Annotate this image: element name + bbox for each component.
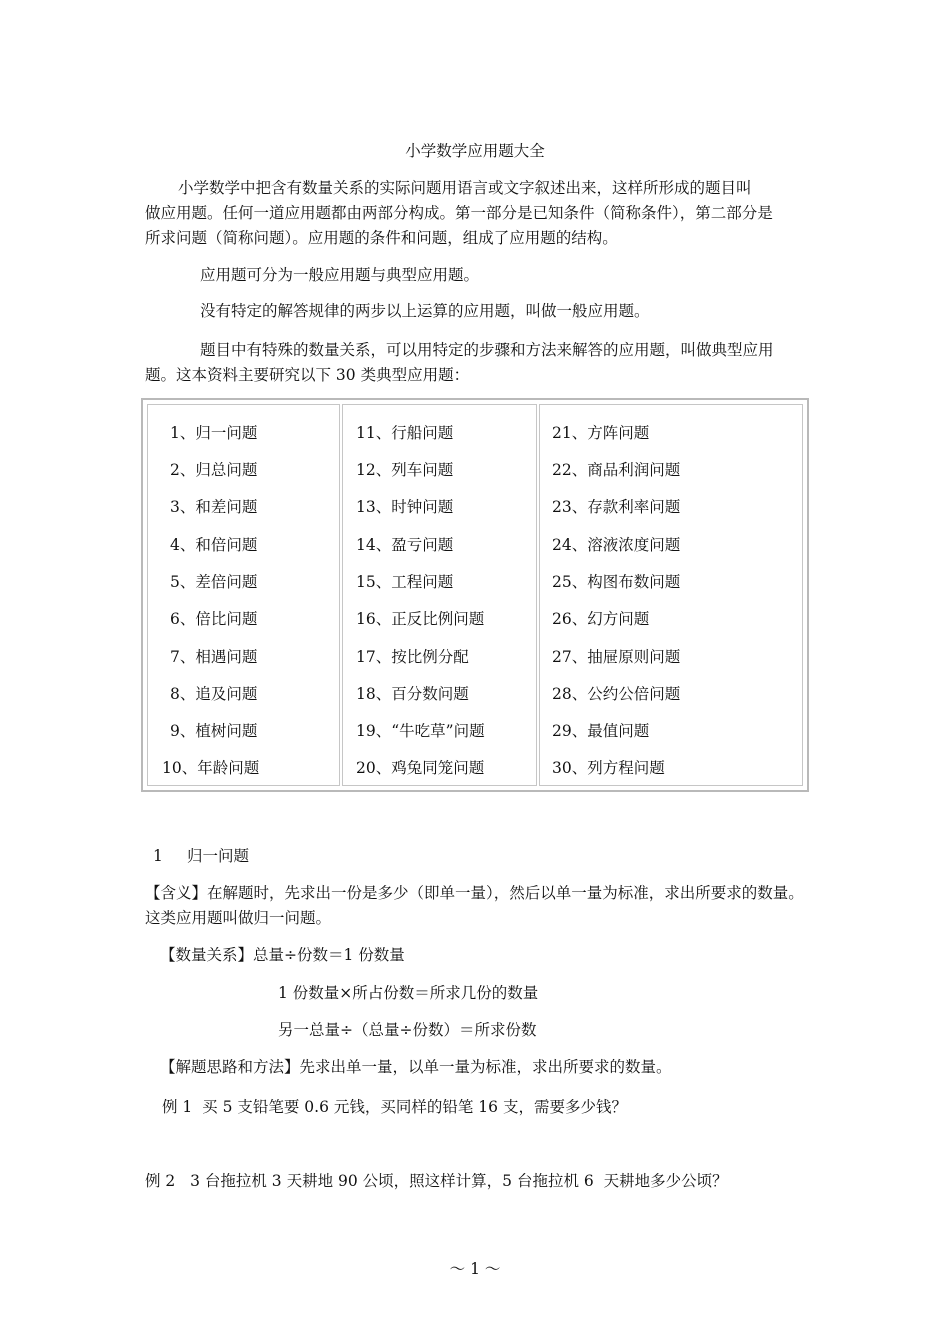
page-title: 小学数学应用题大全 xyxy=(405,142,545,160)
table-cell: 29、最值问题 xyxy=(552,722,650,740)
intro-paragraph-4-line-1: 题目中有特殊的数量关系，可以用特定的步骤和方法来解答的应用题，叫做典型应用 xyxy=(200,341,774,359)
table-cell: 16、正反比例问题 xyxy=(356,610,485,628)
table-cell: 30、列方程问题 xyxy=(552,759,665,777)
table-cell: 3、和差问题 xyxy=(170,498,258,516)
table-cell: 27、抽屉原则问题 xyxy=(552,648,681,666)
table-cell: 2、归总问题 xyxy=(170,461,258,479)
table-cell: 6、倍比问题 xyxy=(170,610,258,628)
table-cell: 10、年龄问题 xyxy=(162,759,260,777)
intro-line-3: 所求问题（简称问题）。应用题的条件和问题，组成了应用题的结构。 xyxy=(145,229,618,247)
table-column-3 xyxy=(539,404,803,786)
table-cell: 8、追及问题 xyxy=(170,685,258,703)
table-cell: 28、公约公倍问题 xyxy=(552,685,681,703)
meaning-line-2: 这类应用题叫做归一问题。 xyxy=(145,909,332,927)
table-cell: 5、差倍问题 xyxy=(170,573,258,591)
quantity-relation-3: 另一总量÷（总量÷份数）＝所求份数 xyxy=(278,1021,537,1039)
page-number: ～ 1 ～ xyxy=(449,1260,501,1278)
table-cell: 22、商品利润问题 xyxy=(552,461,681,479)
intro-paragraph-4-line-2: 题。这本资料主要研究以下 30 类典型应用题： xyxy=(145,366,470,384)
example-1: 例 1 买 5 支铅笔要 0.6 元钱，买同样的铅笔 16 支，需要多少钱？ xyxy=(162,1098,627,1116)
table-cell: 14、盈亏问题 xyxy=(356,536,454,554)
section-heading: 归一问题 xyxy=(187,847,250,865)
table-cell: 20、鸡兔同笼问题 xyxy=(356,759,485,777)
table-cell: 12、列车问题 xyxy=(356,461,454,479)
table-column-1 xyxy=(147,404,340,786)
table-column-2 xyxy=(342,404,537,786)
intro-paragraph-3: 没有特定的解答规律的两步以上运算的应用题，叫做一般应用题。 xyxy=(200,302,650,320)
table-cell: 17、按比例分配 xyxy=(356,648,469,666)
table-cell: 25、构图布数问题 xyxy=(552,573,681,591)
section-number: 1 xyxy=(153,847,163,865)
intro-line-1: 小学数学中把含有数量关系的实际问题用语言或文字叙述出来，这样所形成的题目叫 xyxy=(178,179,752,197)
quantity-relation-2: 1 份数量×所占份数＝所求几份的数量 xyxy=(278,984,539,1002)
table-cell: 13、时钟问题 xyxy=(356,498,454,516)
problem-types-table xyxy=(141,398,809,792)
table-cell: 21、方阵问题 xyxy=(552,424,650,442)
table-cell: 1、归一问题 xyxy=(170,424,258,442)
table-cell: 23、存款利率问题 xyxy=(552,498,681,516)
table-cell: 19、“牛吃草”问题 xyxy=(356,722,485,740)
table-cell: 18、百分数问题 xyxy=(356,685,469,703)
table-cell: 26、幻方问题 xyxy=(552,610,650,628)
example-2: 例 2 3 台拖拉机 3 天耕地 90 公顷，照这样计算，5 台拖拉机 6 天耕地多少公顷？ xyxy=(145,1172,728,1190)
table-cell: 24、溶液浓度问题 xyxy=(552,536,681,554)
table-cell: 15、工程问题 xyxy=(356,573,454,591)
table-cell: 9、植树问题 xyxy=(170,722,258,740)
meaning-line-1: 【含义】在解题时，先求出一份是多少（即单一量），然后以单一量为标准，求出所要求的数量。 xyxy=(145,884,804,902)
intro-line-2: 做应用题。任何一道应用题都由两部分构成。第一部分是已知条件（简称条件），第二部分是 xyxy=(145,204,773,222)
table-cell: 4、和倍问题 xyxy=(170,536,258,554)
quantity-relation-1: 【数量关系】总量÷份数＝1 份数量 xyxy=(160,946,405,964)
table-cell: 11、行船问题 xyxy=(356,424,454,442)
table-cell: 7、相遇问题 xyxy=(170,648,258,666)
solving-method: 【解题思路和方法】先求出单一量，以单一量为标准，求出所要求的数量。 xyxy=(160,1058,672,1076)
intro-paragraph-2: 应用题可分为一般应用题与典型应用题。 xyxy=(200,266,480,284)
